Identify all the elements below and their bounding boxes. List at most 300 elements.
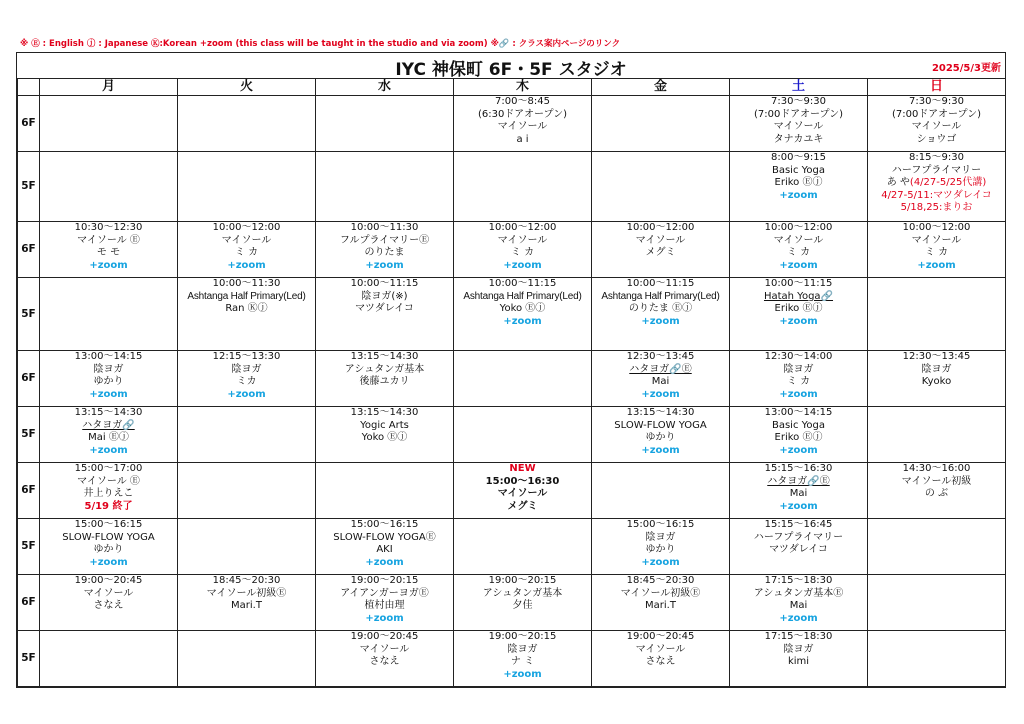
class-line (316, 575, 453, 588)
class-line-text: ミ カ (786, 376, 811, 388)
zoom-badge (454, 669, 591, 682)
day-header-row (18, 79, 1006, 96)
class-line-text: アイアンガーヨガⒺ (340, 587, 429, 599)
class-line (868, 351, 1005, 364)
class-line (316, 351, 453, 364)
class-cell (454, 407, 592, 463)
class-cell[interactable] (178, 351, 316, 407)
class-line (868, 488, 1005, 501)
updated-date: 2025/5/3更新 (931, 63, 1001, 74)
class-line (592, 544, 729, 557)
class-line (454, 291, 591, 304)
class-cell[interactable] (316, 519, 454, 575)
class-cell[interactable] (730, 278, 868, 351)
class-line (730, 247, 867, 260)
class-line-text: Basic Yoga (771, 419, 826, 431)
class-line (40, 600, 177, 613)
class-line-text: 植村由理 (364, 600, 405, 612)
class-cell[interactable] (592, 407, 730, 463)
class-line (178, 278, 315, 291)
zoom-badge (40, 557, 177, 570)
class-line (868, 109, 1005, 122)
class-line-text: a i (516, 133, 529, 145)
class-line (730, 376, 867, 389)
class-line-text: Kyoko (921, 376, 952, 388)
class-line (868, 121, 1005, 134)
class-cell[interactable] (454, 222, 592, 278)
class-line-text: 15:00〜16:30 (485, 475, 560, 487)
day-header-wed: 水 (316, 79, 454, 96)
class-line (730, 600, 867, 613)
class-line (316, 376, 453, 389)
class-line (868, 376, 1005, 389)
class-line-text: アシュタンガ基本 (344, 363, 425, 375)
class-line-text: 10:00〜11:30 (350, 222, 419, 233)
zoom-badge (730, 445, 867, 458)
class-line (592, 656, 729, 669)
zoom-badge (178, 389, 315, 402)
class-line (454, 488, 591, 501)
page-title: IYC 神保町 6F・5F スタジオ (395, 60, 627, 80)
class-cell (868, 575, 1006, 631)
class-cell[interactable] (868, 222, 1006, 278)
schedule-row (18, 575, 1006, 631)
class-line (316, 544, 453, 557)
class-line-text: マイソール (497, 488, 548, 500)
class-line-text: ハタヨガ🔗Ⓔ (767, 475, 830, 487)
class-line-text: +zoom (365, 612, 404, 624)
class-cell[interactable] (178, 278, 316, 351)
class-cell[interactable] (178, 575, 316, 631)
class-line (730, 519, 867, 532)
room-label: 6F (18, 96, 40, 152)
class-line-text: マイソール (221, 234, 272, 246)
class-cell (316, 152, 454, 222)
class-line-text: 陰ヨガ (921, 363, 952, 375)
class-line (178, 247, 315, 260)
class-cell[interactable] (454, 96, 592, 152)
class-line (40, 532, 177, 545)
class-line (316, 532, 453, 545)
class-line (592, 291, 729, 304)
class-line-text: ハタヨガ🔗Ⓔ (629, 363, 692, 375)
class-line (316, 420, 453, 433)
class-line-text: ハーフプライマリー (753, 531, 844, 543)
class-cell[interactable] (316, 407, 454, 463)
class-cell[interactable] (454, 463, 592, 519)
class-line-text: +zoom (779, 612, 818, 624)
class-line-text: メグミ (507, 500, 538, 512)
class-line (730, 631, 867, 644)
class-line-text: ゆかり (93, 544, 124, 556)
class-line (868, 476, 1005, 489)
class-line-text: +zoom (89, 444, 128, 456)
class-line-text: 13:00〜14:15 (74, 351, 143, 362)
day-header-sun: 日 (868, 79, 1006, 96)
class-line (730, 134, 867, 147)
room-label: 5F (18, 631, 40, 687)
class-cell[interactable] (730, 575, 868, 631)
class-line-text: 後藤ユカリ (359, 376, 410, 388)
class-line-text: +zoom (917, 259, 956, 271)
class-line (868, 235, 1005, 248)
class-line-text: 18:45〜20:30 (626, 575, 695, 586)
class-line (454, 109, 591, 122)
class-cell[interactable] (592, 222, 730, 278)
class-line-text: あ や (886, 177, 910, 189)
class-line-text: +zoom (779, 189, 818, 201)
class-line-text: Mai (789, 600, 808, 612)
class-line-text: マイソール (497, 121, 548, 133)
class-line (454, 303, 591, 316)
class-cell (868, 278, 1006, 351)
class-line (316, 519, 453, 532)
class-line (868, 190, 1005, 203)
room-label: 6F (18, 463, 40, 519)
class-line-text: 18:45〜20:30 (212, 575, 281, 586)
class-line-text: マイソール (773, 234, 824, 246)
class-line (316, 644, 453, 657)
class-line-text: 陰ヨガ (783, 363, 814, 375)
class-cell (40, 278, 178, 351)
class-line (40, 476, 177, 489)
class-line (868, 134, 1005, 147)
class-line (454, 575, 591, 588)
class-cell (592, 96, 730, 152)
class-cell[interactable] (592, 575, 730, 631)
class-line (730, 96, 867, 109)
class-line-text: 10:00〜12:00 (902, 222, 971, 233)
class-cell (868, 407, 1006, 463)
class-line (868, 222, 1005, 235)
class-line-text: ミ カ (924, 247, 949, 259)
class-line-text: +zoom (503, 259, 542, 271)
room-label: 5F (18, 152, 40, 222)
class-cell[interactable] (40, 575, 178, 631)
class-cell (454, 519, 592, 575)
class-cell[interactable] (868, 463, 1006, 519)
class-line (592, 222, 729, 235)
class-cell[interactable] (868, 96, 1006, 152)
class-line-text: ショウゴ (916, 133, 957, 145)
zoom-badge (40, 260, 177, 273)
class-line-text: (7:00ドアオープン) (892, 108, 981, 120)
class-line-text: 13:15〜14:30 (626, 407, 695, 418)
zoom-badge (592, 445, 729, 458)
class-line-text: Mai (789, 488, 808, 500)
zoom-badge (730, 316, 867, 329)
class-line-text: Hatah Yoga🔗 (763, 290, 834, 302)
class-cell (454, 152, 592, 222)
class-line-text: Eriko Ⓔⓙ (774, 432, 823, 444)
class-line-text: AKI (376, 544, 393, 556)
class-line-text: 12:30〜13:45 (902, 351, 971, 362)
class-line (316, 432, 453, 445)
schedule-row (18, 96, 1006, 152)
class-line (454, 476, 591, 489)
schedule-row (18, 407, 1006, 463)
class-line (40, 588, 177, 601)
class-line-text: 8:15〜9:30 (909, 152, 964, 163)
class-cell[interactable] (592, 351, 730, 407)
class-cell[interactable] (730, 351, 868, 407)
zoom-badge (178, 260, 315, 273)
class-line-text: Mai Ⓔⓙ (88, 432, 129, 444)
class-line (454, 235, 591, 248)
class-line (592, 247, 729, 260)
class-cell[interactable] (316, 351, 454, 407)
room-label: 5F (18, 407, 40, 463)
class-cell[interactable] (868, 351, 1006, 407)
class-line-text: Ran Ⓚⓙ (225, 303, 268, 315)
class-line-text: マツダレイコ (769, 544, 828, 556)
class-line-text: マイソール (359, 643, 410, 655)
class-line (40, 351, 177, 364)
class-line (454, 222, 591, 235)
class-line-text: ハーフプライマリー (891, 164, 982, 176)
class-line-text: +zoom (227, 388, 266, 400)
class-line-text: ハタヨガ🔗 (82, 419, 135, 431)
class-line[interactable] (40, 420, 177, 433)
class-cell[interactable] (316, 575, 454, 631)
class-line (730, 463, 867, 476)
class-cell[interactable] (868, 152, 1006, 222)
class-line-text: 13:00〜14:15 (764, 407, 833, 418)
class-line (178, 235, 315, 248)
class-line-text: 陰ヨガ (507, 643, 538, 655)
class-line-text: アシュタンガ基本Ⓔ (753, 587, 844, 599)
class-line[interactable] (730, 476, 867, 489)
class-cell[interactable] (40, 222, 178, 278)
class-line-text: +zoom (641, 444, 680, 456)
class-line (316, 247, 453, 260)
room-label: 5F (18, 519, 40, 575)
class-line[interactable] (592, 364, 729, 377)
class-line (730, 532, 867, 545)
class-line (40, 247, 177, 260)
room-label: 6F (18, 575, 40, 631)
class-line (454, 134, 591, 147)
class-line (40, 463, 177, 476)
class-cell[interactable] (40, 463, 178, 519)
class-line-text: 10:00〜12:00 (212, 222, 281, 233)
class-line-text: ゆかり (645, 432, 676, 444)
class-cell[interactable] (316, 631, 454, 687)
class-line-text: 5/19 終了 (84, 500, 133, 512)
class-line (454, 588, 591, 601)
class-cell[interactable] (730, 463, 868, 519)
class-cell (868, 631, 1006, 687)
class-cell[interactable] (454, 575, 592, 631)
class-cell[interactable] (730, 152, 868, 222)
class-line-text: ゆかり (93, 376, 124, 388)
class-line-text: 7:30〜9:30 (909, 96, 964, 107)
class-line (316, 631, 453, 644)
class-line (730, 644, 867, 657)
class-cell[interactable] (40, 407, 178, 463)
class-line-text: 7:30〜9:30 (771, 96, 826, 107)
class-cell (178, 96, 316, 152)
class-cell[interactable] (592, 631, 730, 687)
class-cell[interactable] (316, 278, 454, 351)
class-line-text: マイソール (773, 121, 824, 133)
schedule-body (18, 96, 1006, 687)
class-line (592, 519, 729, 532)
class-line-text: の ぶ (924, 488, 949, 500)
class-line (316, 364, 453, 377)
class-line-text: +zoom (779, 500, 818, 512)
class-line-text: 19:00〜20:15 (488, 631, 557, 642)
class-line (730, 177, 867, 190)
class-line (592, 532, 729, 545)
class-line-text: Yoko Ⓔⓙ (361, 432, 408, 444)
schedule-table (17, 78, 1006, 687)
class-line-text: +zoom (779, 259, 818, 271)
class-line-text: さなえ (93, 600, 124, 612)
class-line-text: Ashtanga Half Primary(Led) (187, 290, 306, 302)
class-cell[interactable] (592, 278, 730, 351)
class-line (730, 364, 867, 377)
schedule-row (18, 278, 1006, 351)
class-line-text: 15:00〜16:15 (74, 519, 143, 530)
class-line-text: 17:15〜18:30 (764, 575, 833, 586)
class-cell[interactable] (40, 519, 178, 575)
class-line (40, 376, 177, 389)
class-line-text: 13:15〜14:30 (350, 407, 419, 418)
class-cell[interactable] (454, 631, 592, 687)
class-line (868, 96, 1005, 109)
room-label: 6F (18, 351, 40, 407)
class-line-text: 15:00〜16:15 (350, 519, 419, 530)
class-line-text: Ashtanga Half Primary(Led) (463, 290, 582, 302)
class-line (40, 235, 177, 248)
class-line-text: 10:30〜12:30 (74, 222, 143, 233)
zoom-badge (730, 190, 867, 203)
class-line (178, 222, 315, 235)
class-cell[interactable] (178, 222, 316, 278)
zoom-badge (730, 613, 867, 626)
class-line-text: 井上りえこ (83, 488, 134, 500)
day-header-sat: 土 (730, 79, 868, 96)
class-line (178, 376, 315, 389)
class-line-text: マイソール (911, 121, 962, 133)
class-line (178, 351, 315, 364)
class-cell[interactable] (592, 519, 730, 575)
class-line-text: メグミ (645, 247, 676, 259)
class-line (40, 488, 177, 501)
class-line (868, 364, 1005, 377)
schedule-row (18, 631, 1006, 687)
class-line (592, 407, 729, 420)
class-line-text: +zoom (641, 388, 680, 400)
zoom-badge (454, 316, 591, 329)
class-line-text: アシュタンガ基本 (482, 587, 563, 599)
class-line (730, 656, 867, 669)
class-line-text: 19:00〜20:45 (626, 631, 695, 642)
class-line (454, 463, 591, 476)
class-line (730, 303, 867, 316)
class-line-text: ミ カ (510, 247, 535, 259)
class-cell[interactable] (316, 222, 454, 278)
class-line (730, 165, 867, 178)
room-label: 5F (18, 278, 40, 351)
schedule-row (18, 222, 1006, 278)
class-line (730, 544, 867, 557)
class-line-text: 12:15〜13:30 (212, 351, 281, 362)
class-line (316, 291, 453, 304)
class-line (730, 152, 867, 165)
class-line-text: SLOW-FLOW YOGA (62, 531, 155, 543)
zoom-badge (592, 389, 729, 402)
class-line-text: ゆかり (645, 544, 676, 556)
class-line-text: 13:15〜14:30 (74, 407, 143, 418)
class-line-text: タナカユキ (773, 133, 824, 145)
class-line (868, 152, 1005, 165)
class-cell (178, 407, 316, 463)
zoom-badge (868, 260, 1005, 273)
schedule-row (18, 351, 1006, 407)
class-line[interactable] (730, 291, 867, 304)
class-line-text: 4/27-5/11:マツダレイコ (881, 189, 992, 201)
class-line (868, 202, 1005, 215)
class-line-text: 陰ヨガ (231, 363, 262, 375)
class-line-text: マイソール (83, 587, 134, 599)
class-cell[interactable] (730, 631, 868, 687)
class-line (868, 247, 1005, 260)
zoom-badge (730, 501, 867, 514)
class-cell (592, 152, 730, 222)
class-line (730, 420, 867, 433)
class-cell (40, 631, 178, 687)
class-line (454, 644, 591, 657)
class-line-text: Mai (651, 376, 670, 388)
class-line-text: Eriko Ⓔⓙ (774, 177, 823, 189)
class-line-text: 10:00〜11:15 (764, 278, 833, 289)
class-line (454, 600, 591, 613)
class-line-text: 陰ヨガ(※) (361, 290, 408, 302)
class-cell[interactable] (730, 96, 868, 152)
class-cell[interactable] (730, 222, 868, 278)
class-cell[interactable] (454, 278, 592, 351)
class-line-text: Eriko Ⓔⓙ (774, 303, 823, 315)
title-bar (17, 53, 1005, 79)
class-line-text: +zoom (641, 315, 680, 327)
class-line-text: マイソール (497, 234, 548, 246)
class-cell[interactable] (730, 407, 868, 463)
class-line (730, 121, 867, 134)
class-line-text: 10:00〜11:15 (626, 278, 695, 289)
class-line-text: +zoom (503, 668, 542, 680)
class-line (730, 278, 867, 291)
class-line-text: ミ カ (234, 247, 259, 259)
class-line (730, 488, 867, 501)
class-line-text: NEW (509, 463, 536, 474)
class-line (40, 501, 177, 514)
zoom-badge (730, 260, 867, 273)
class-line (40, 432, 177, 445)
class-line-text: 12:30〜14:00 (764, 351, 833, 362)
class-line (730, 109, 867, 122)
class-line-text: のりたま Ⓔⓙ (628, 303, 693, 315)
class-line (454, 631, 591, 644)
class-line-text: マイソール Ⓔ (77, 234, 140, 246)
class-cell[interactable] (40, 351, 178, 407)
class-line (730, 407, 867, 420)
class-line (40, 222, 177, 235)
class-line-text: +zoom (779, 315, 818, 327)
class-cell[interactable] (730, 519, 868, 575)
class-line-text: 10:00〜12:00 (488, 222, 557, 233)
